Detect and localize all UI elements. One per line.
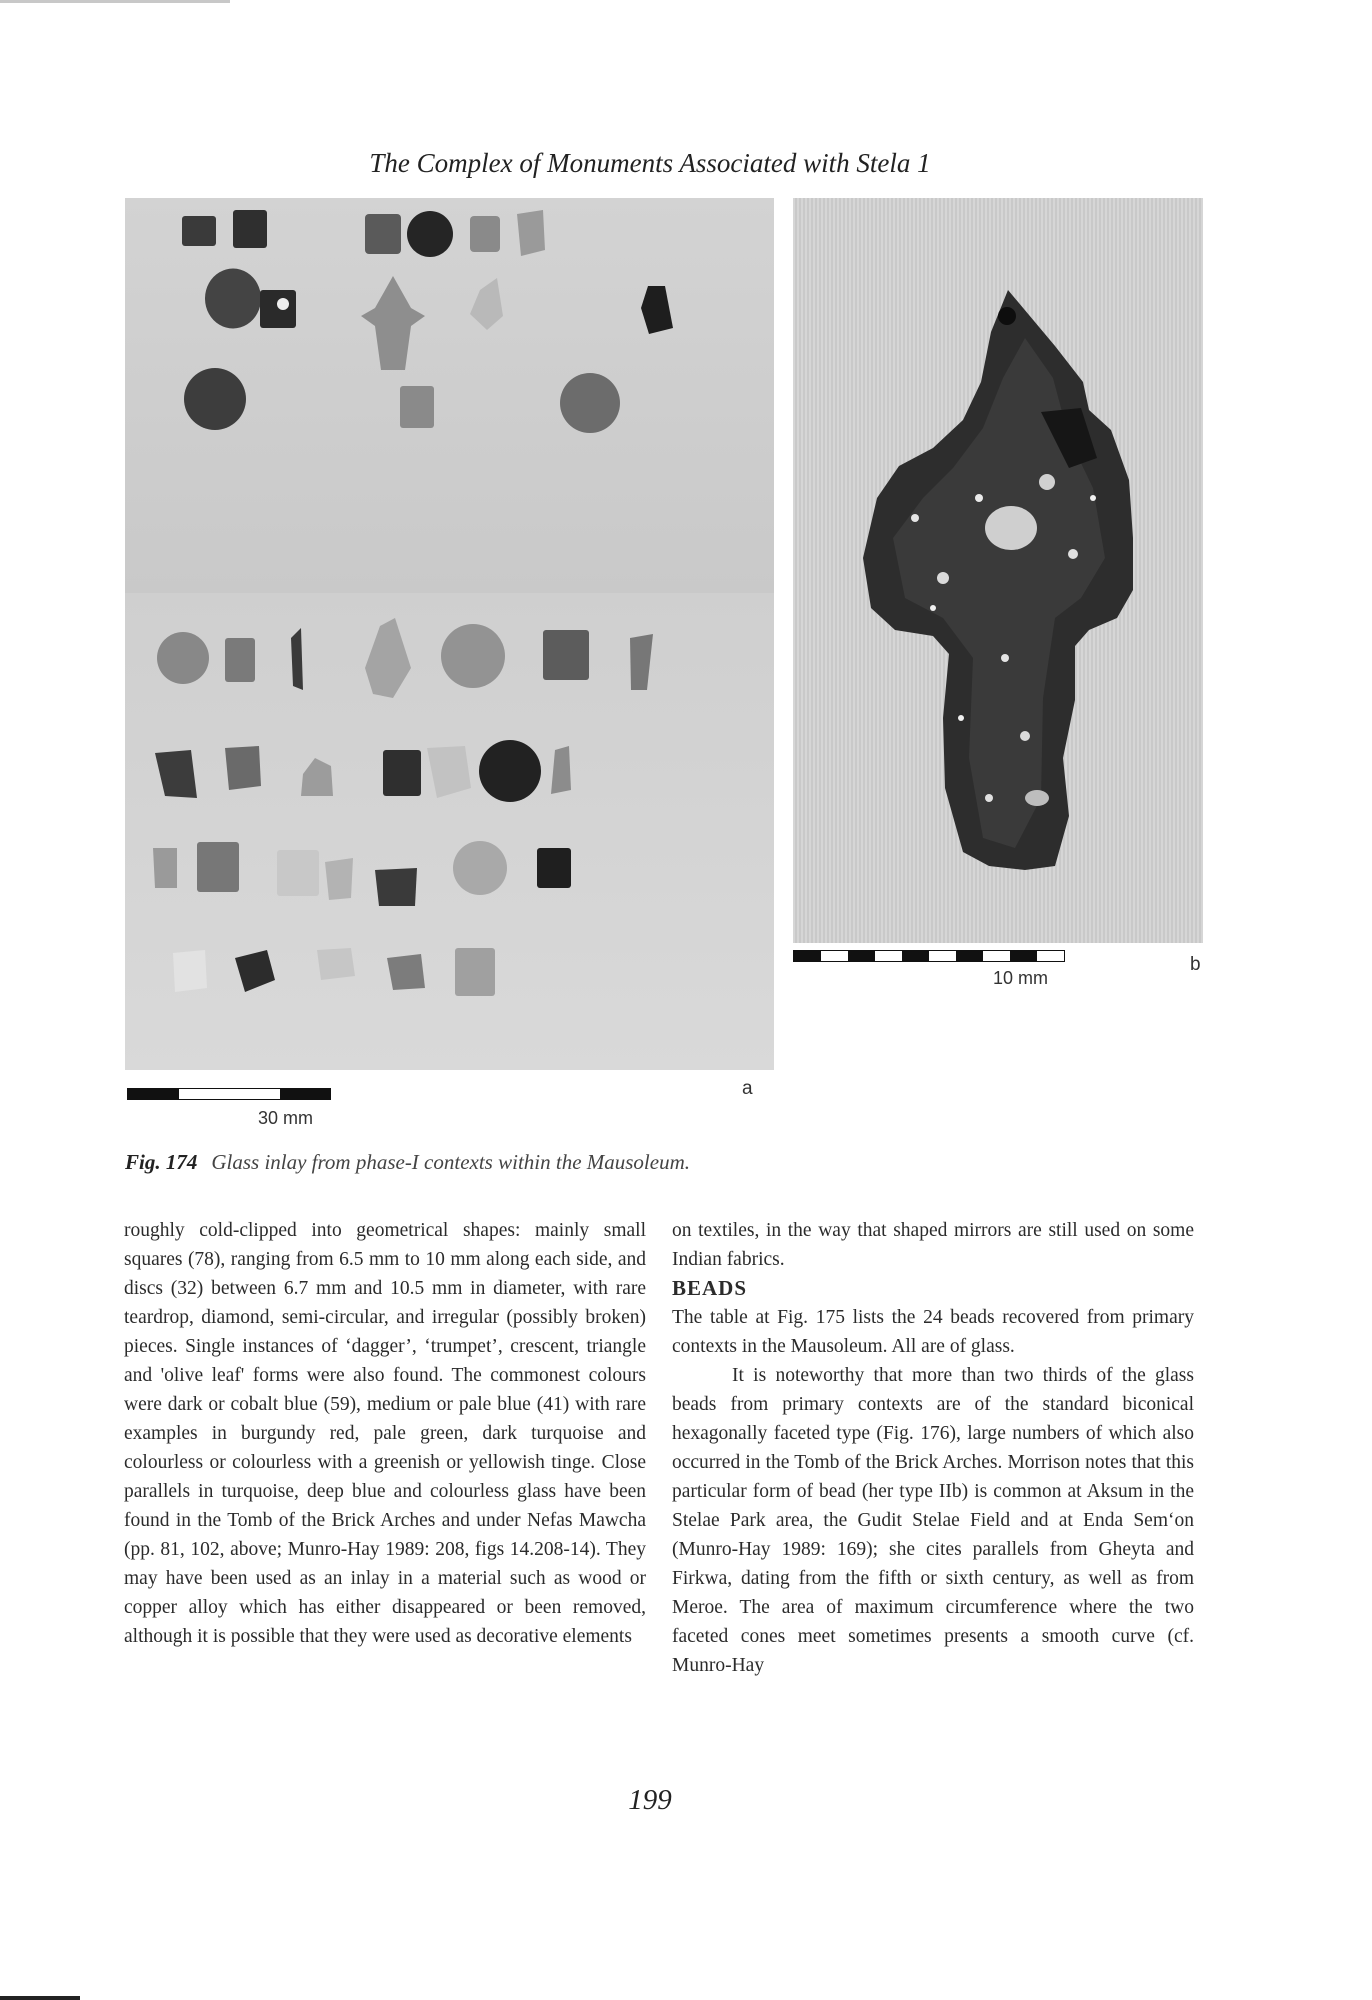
scale-bar-b bbox=[793, 950, 1065, 962]
body-column-right bbox=[672, 1216, 1194, 1680]
body-paragraph: The table at Fig. 175 lists the 24 beads recovered from primary contexts in the Mausoleum. All are of glass. bbox=[672, 1307, 1194, 1357]
section-heading-beads: BEADS bbox=[672, 1276, 748, 1300]
scale-label-a: 30 mm bbox=[258, 1108, 314, 1128]
body-paragraph: It is noteworthy that more than two thirds of the glass beads from primary contexts are of the standard biconical hexagonally faceted type (Fig. 176), large numbers of which also occurred in the Tomb of the Brick Arches. Morrison notes that this particular form of bead (her type IIb) is common at Aksum in the Stelae Park area, the Gudit Stelae Field and at Enda Sem‘on (Munro-Hay 1989: 169); she cites parallels from Gheyta and Firkwa, dating from the fifth or sixth century, as well as from Meroe. The area of maximum circumference where the two faceted cones meet sometimes presents a smooth curve (cf. Munro-Hay bbox=[672, 1365, 1194, 1676]
page-number: 199 bbox=[628, 1784, 672, 1816]
panel-letter-b: b bbox=[1190, 954, 1201, 975]
body-paragraph: on textiles, in the way that shaped mirrors are still used on some Indian fabrics. bbox=[672, 1220, 1194, 1270]
page-edge-mark bbox=[0, 0, 230, 3]
scale-label-b: 10 mm bbox=[993, 968, 1049, 988]
figure-photo-b bbox=[793, 198, 1203, 943]
inlay-pieces-illustration bbox=[125, 198, 774, 1070]
figure-caption bbox=[125, 1150, 690, 1175]
cross-inlay-illustration bbox=[793, 198, 1203, 943]
scale-bar-a bbox=[127, 1088, 331, 1100]
figure-photo-a bbox=[125, 198, 774, 1070]
panel-letter-a: a bbox=[742, 1078, 753, 1099]
page-edge-mark-bottom bbox=[0, 1996, 80, 2000]
body-paragraph: roughly cold-clipped into geometrical shapes: mainly small squares (78), ranging from 6.5 mm to 10 mm along each side, and discs (32) between 6.7 mm and 10.5 mm in diameter, with rare teardrop, diamond, semi-circular, and irregular (possibly broken) pieces. Single instances of ‘dagger’, ‘trumpet’, crescent, triangle and 'olive leaf' forms were also found. The commonest colours were dark or cobalt blue (59), medium or pale blue (41) with rare examples in burgundy red, pale green, dark turquoise and colourless or colourless with a greenish or yellowish tinge. Close parallels in turquoise, deep blue and colourless glass have been found in the Tomb of the Brick Arches and under Nefas Mawcha (pp. 81, 102, above; Munro-Hay 1989: 208, figs 14.208-14). They may have been used as an inlay in a material such as wood or copper alloy which has either disappeared or been removed, although it is possible that they were used as decorative elements bbox=[124, 1220, 646, 1647]
running-head: The Complex of Monuments Associated with Stela 1 bbox=[369, 148, 931, 178]
figure-caption-label: Fig. 174 bbox=[125, 1150, 198, 1174]
figure-caption-text: Glass inlay from phase-I contexts within the Mausoleum. bbox=[211, 1150, 691, 1174]
body-column-left bbox=[124, 1216, 646, 1651]
